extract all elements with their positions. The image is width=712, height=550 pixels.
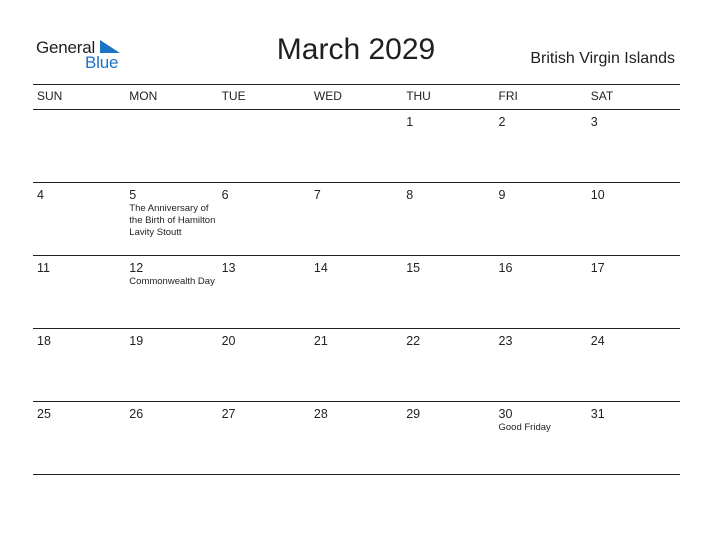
weekday-header: SAT	[590, 89, 614, 103]
weekday-header: WED	[313, 89, 342, 103]
day-cell	[402, 256, 494, 328]
day-cell	[125, 256, 217, 328]
day-cell	[495, 183, 587, 255]
day-cell	[587, 402, 679, 474]
day-cell	[125, 110, 217, 182]
day-cell	[218, 402, 310, 474]
day-cell	[218, 110, 310, 182]
weekday-header-row	[33, 84, 680, 110]
day-number: 6	[221, 188, 229, 202]
day-number: 19	[129, 334, 144, 348]
holiday-label: The Anniversary of the Birth of Hamilton Lavity Stoutt	[129, 203, 216, 238]
day-number: 1	[406, 115, 414, 129]
day-cell	[310, 402, 402, 474]
day-number: 30	[498, 407, 513, 421]
weekday-header: TUE	[221, 89, 246, 103]
week-row	[33, 256, 680, 329]
day-cell	[495, 110, 587, 182]
day-number: 26	[129, 407, 144, 421]
day-number: 22	[406, 334, 421, 348]
week-row	[33, 183, 680, 256]
day-cell	[33, 256, 125, 328]
week-row	[33, 402, 680, 475]
day-cell	[495, 329, 587, 401]
weekday-header: FRI	[498, 89, 518, 103]
day-cell	[495, 402, 587, 474]
page-title: March 2029	[276, 33, 436, 66]
weekday-header: MON	[129, 89, 158, 103]
day-number: 17	[590, 261, 605, 275]
day-cell	[218, 183, 310, 255]
day-number: 23	[498, 334, 513, 348]
week-row	[33, 110, 680, 183]
day-number: 16	[498, 261, 513, 275]
day-number: 13	[221, 261, 236, 275]
region-name: British Virgin Islands	[530, 50, 675, 67]
day-cell	[587, 183, 679, 255]
logo-word-general: General	[36, 38, 96, 57]
weekday-header: SUN	[37, 89, 63, 103]
day-cell	[218, 329, 310, 401]
day-cell	[310, 256, 402, 328]
day-number: 11	[37, 261, 50, 275]
week-row	[33, 329, 680, 402]
day-cell	[495, 256, 587, 328]
day-number: 10	[590, 188, 605, 202]
day-number: 24	[590, 334, 605, 348]
day-cell	[587, 110, 679, 182]
day-cell	[402, 329, 494, 401]
calendar-weeks	[33, 110, 680, 475]
day-cell	[402, 402, 494, 474]
day-number: 4	[37, 188, 44, 202]
day-number: 20	[221, 334, 236, 348]
day-cell	[125, 329, 217, 401]
day-number: 28	[313, 407, 328, 421]
day-cell	[587, 256, 679, 328]
day-number: 27	[221, 407, 236, 421]
day-number: 3	[590, 115, 598, 129]
day-cell	[33, 329, 125, 401]
weekday-header: THU	[406, 89, 431, 103]
day-cell	[33, 183, 125, 255]
day-cell	[125, 183, 217, 255]
day-cell	[310, 183, 402, 255]
day-number: 15	[406, 261, 421, 275]
day-number: 2	[498, 115, 506, 129]
day-cell	[310, 110, 402, 182]
holiday-label: Good Friday	[498, 422, 551, 433]
day-number: 9	[498, 188, 506, 202]
day-cell	[33, 402, 125, 474]
day-number: 21	[313, 334, 328, 348]
day-cell	[125, 402, 217, 474]
day-cell	[33, 110, 125, 182]
day-cell	[402, 110, 494, 182]
day-number: 25	[37, 407, 51, 421]
holiday-label: Commonwealth Day	[129, 276, 215, 287]
day-number: 31	[590, 407, 605, 421]
day-number: 14	[313, 261, 328, 275]
calendar-grid	[33, 84, 680, 475]
day-number: 5	[129, 188, 137, 202]
day-cell	[402, 183, 494, 255]
day-number: 12	[129, 261, 144, 275]
day-cell	[587, 329, 679, 401]
logo-word-blue: Blue	[85, 53, 119, 72]
day-number: 29	[406, 407, 421, 421]
day-cell	[218, 256, 310, 328]
day-number: 18	[37, 334, 51, 348]
day-number: 8	[406, 188, 414, 202]
day-cell	[310, 329, 402, 401]
day-number: 7	[313, 188, 321, 202]
